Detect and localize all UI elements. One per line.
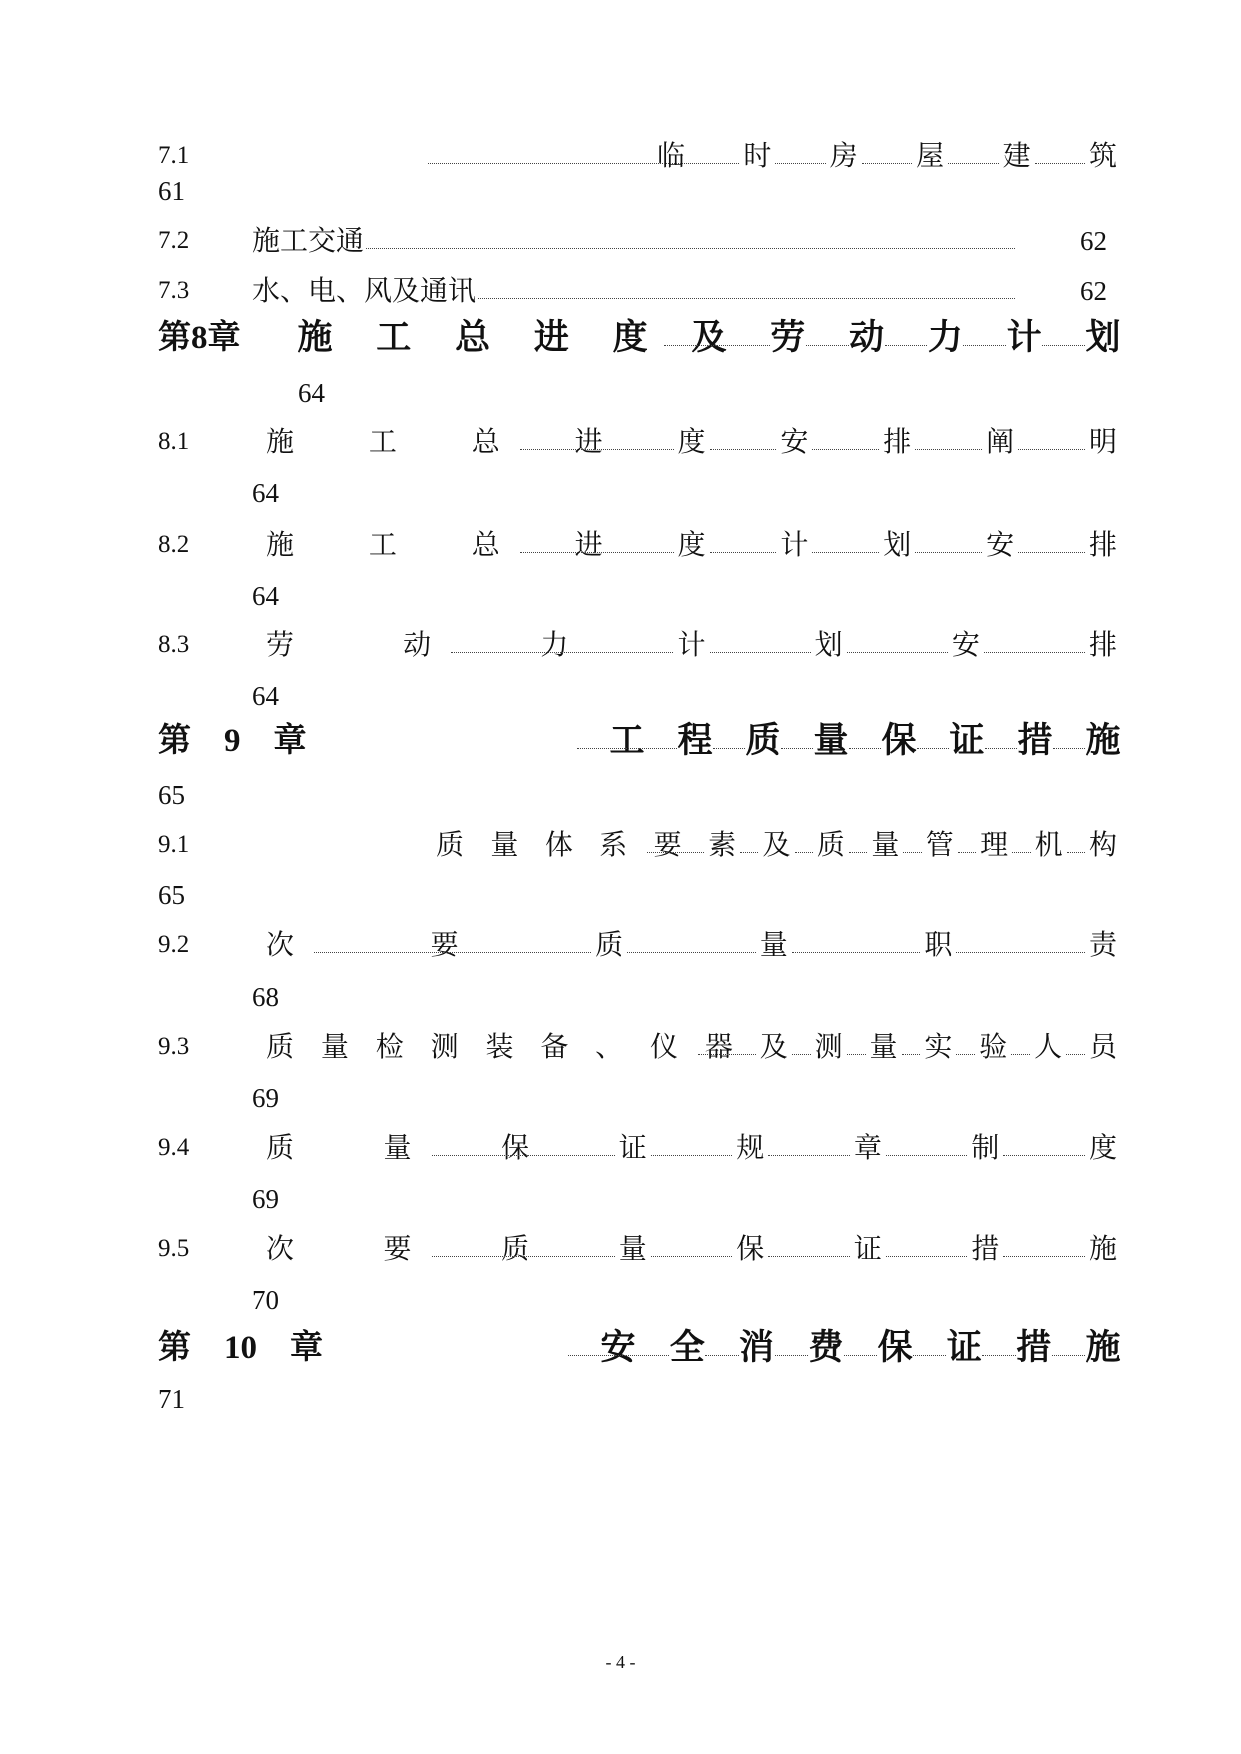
toc-dot-leader — [710, 652, 811, 653]
toc-dot-leader — [1053, 748, 1085, 749]
toc-chapter-line[interactable] — [0, 1323, 1241, 1373]
toc-title-char: 理 — [980, 828, 1009, 861]
toc-title-char: 备 — [540, 1030, 569, 1063]
toc-dot-leader — [1035, 163, 1085, 164]
toc-title-char: 水 — [251, 274, 281, 307]
toc-dot-leader — [915, 552, 982, 553]
toc-dot-leader — [903, 852, 921, 853]
toc-dot-leader — [1066, 1054, 1085, 1055]
toc-title-char: 明 — [1088, 425, 1118, 458]
toc-title-char: 措 — [971, 1232, 1000, 1265]
toc-title-char: 工 — [609, 720, 645, 761]
toc-title-char: 员 — [1088, 1030, 1118, 1063]
toc-section-line[interactable] — [0, 820, 1241, 870]
toc-title-char: 质 — [816, 828, 845, 861]
toc-dot-leader — [1018, 449, 1085, 450]
toc-dot-leader — [713, 748, 745, 749]
toc-title-char: 量 — [869, 1030, 898, 1063]
toc-dot-leader — [768, 1256, 850, 1257]
toc-title-char: 章 — [853, 1131, 882, 1164]
toc-title-char: 排 — [1088, 528, 1118, 561]
toc-dot-leader — [956, 1054, 975, 1055]
toc-dot-leader — [847, 652, 948, 653]
toc-dot-leader — [1052, 1355, 1085, 1356]
toc-title-char: 安 — [600, 1327, 636, 1368]
toc-dot-leader — [740, 852, 758, 853]
toc-title-char: 交 — [307, 224, 337, 257]
toc-dot-leader — [886, 1155, 968, 1156]
toc-title-char: 措 — [1017, 720, 1053, 761]
toc-section-line[interactable] — [0, 1123, 1241, 1173]
toc-dot-leader — [451, 652, 673, 653]
toc-title-char: 质 — [595, 928, 624, 961]
toc-title-char: 体 — [544, 828, 573, 861]
toc-dot-leader — [812, 449, 879, 450]
toc-entry-number: 7.3 — [158, 277, 190, 304]
toc-page-number: 62 — [1080, 276, 1107, 306]
toc-section-line[interactable] — [0, 520, 1241, 570]
toc-page-line — [0, 1275, 1241, 1325]
toc-title-char: 度 — [1088, 1131, 1118, 1164]
toc-dot-leader — [768, 1155, 850, 1156]
toc-page-number: 64 — [252, 681, 279, 711]
toc-title-char: 质 — [265, 1030, 295, 1063]
toc-title-char: 排 — [1088, 628, 1118, 661]
toc-title-char: 工 — [279, 224, 309, 257]
toc-dot-leader — [568, 1355, 669, 1356]
toc-title-char: 量 — [320, 1030, 349, 1063]
toc-title-char: 仪 — [650, 1030, 679, 1063]
toc-page-line — [0, 571, 1241, 621]
toc-title-char: 工 — [376, 317, 412, 358]
toc-title-char: 及 — [759, 1030, 788, 1063]
toc-title-char: 量 — [618, 1232, 647, 1265]
toc-title-char: 证 — [949, 720, 985, 761]
toc-dot-leader — [806, 345, 849, 346]
toc-title-char: 进 — [574, 528, 603, 561]
toc-dot-leader — [651, 1256, 733, 1257]
toc-dot-leader — [982, 1355, 1015, 1356]
toc-dot-leader — [847, 1054, 866, 1055]
toc-title-char: 规 — [736, 1131, 765, 1164]
toc-title-char: 安 — [951, 628, 980, 661]
toc-dot-leader — [1003, 1155, 1085, 1156]
toc-title-char: 施 — [251, 224, 281, 257]
toc-title-char: 动 — [849, 317, 885, 358]
toc-title-char: 量 — [813, 720, 849, 761]
toc-title-char: 验 — [979, 1030, 1008, 1063]
toc-title-char: 风 — [363, 274, 393, 307]
toc-title-char: 通 — [335, 224, 365, 257]
toc-dot-leader — [917, 748, 949, 749]
toc-title-char: 安 — [986, 528, 1015, 561]
toc-dot-leader — [812, 552, 879, 553]
toc-entry-number: 9.1 — [158, 831, 190, 858]
toc-page-number: 64 — [252, 581, 279, 611]
toc-title-char: 制 — [971, 1131, 1000, 1164]
toc-title-char: 计 — [780, 528, 809, 561]
toc-dot-leader — [314, 952, 591, 953]
toc-title-char: 电 — [307, 274, 337, 307]
toc-title-char: 费 — [808, 1327, 844, 1368]
toc-title-char: 及 — [762, 828, 791, 861]
toc-title-char: 人 — [1034, 1030, 1063, 1063]
toc-title-char: 临 — [656, 139, 686, 172]
toc-title-char: 质 — [435, 828, 465, 861]
toc-dot-leader — [915, 449, 982, 450]
toc-page-line — [0, 1374, 1241, 1424]
toc-title-char: 划 — [883, 528, 912, 561]
toc-page-number: 64 — [298, 378, 325, 408]
toc-title-char: 动 — [403, 628, 432, 661]
toc-title-char: 管 — [925, 828, 954, 861]
toc-page-number: 61 — [158, 176, 185, 206]
toc-dot-leader — [849, 852, 867, 853]
toc-section-line[interactable] — [0, 920, 1241, 970]
toc-dot-leader — [844, 1355, 877, 1356]
toc-title-char: 劳 — [265, 628, 295, 661]
toc-title-char: 测 — [430, 1030, 459, 1063]
toc-dot-leader — [885, 345, 928, 346]
toc-title-char: 保 — [881, 720, 917, 761]
toc-chapter-line[interactable] — [0, 313, 1241, 363]
toc-entry-number: 9.5 — [158, 1235, 190, 1262]
toc-dot-leader — [913, 1355, 946, 1356]
toc-entry-number: 7.1 — [158, 142, 190, 169]
toc-title-char: 力 — [540, 628, 569, 661]
toc-dot-leader — [647, 852, 704, 853]
toc-dot-leader — [664, 345, 770, 346]
toc-page-line — [0, 468, 1241, 518]
toc-page-number: 69 — [252, 1083, 279, 1113]
toc-title-char: 构 — [1088, 828, 1118, 861]
toc-page-line — [0, 166, 1241, 216]
toc-title-char: 排 — [883, 425, 912, 458]
toc-title-char: 施 — [1088, 1232, 1118, 1265]
toc-title-char: 证 — [946, 1327, 982, 1368]
toc-dot-leader — [984, 652, 1085, 653]
toc-section-line[interactable] — [0, 1022, 1241, 1072]
toc-title-char: 证 — [618, 1131, 647, 1164]
toc-dot-leader — [651, 1155, 733, 1156]
toc-page-line — [0, 368, 1241, 418]
toc-title-char: 质 — [265, 1131, 295, 1164]
toc-entry-number: 9.3 — [158, 1033, 190, 1060]
toc-title-char: 质 — [501, 1232, 530, 1265]
toc-page-number: 64 — [252, 478, 279, 508]
toc-entry-number: 8.1 — [158, 428, 190, 455]
toc-entry-number: 第 10 章 — [158, 1330, 323, 1366]
toc-dot-leader — [1012, 852, 1030, 853]
toc-title-char: 安 — [780, 425, 809, 458]
toc-title-char: 建 — [1002, 139, 1031, 172]
toc-entry-number: 第8章 — [158, 320, 241, 356]
toc-page-line — [0, 1174, 1241, 1224]
toc-title-char: 阐 — [986, 425, 1015, 458]
toc-title-char: 要 — [653, 828, 682, 861]
toc-title-char: 保 — [501, 1131, 530, 1164]
toc-title-char: 施 — [1085, 1327, 1121, 1368]
toc-title-char: 屋 — [916, 139, 945, 172]
toc-title-char: 全 — [669, 1327, 705, 1368]
toc-title-char: 措 — [1016, 1327, 1052, 1368]
toc-title-char: 计 — [1006, 317, 1042, 358]
toc-dot-leader — [432, 1256, 615, 1257]
toc-title-char: 机 — [1034, 828, 1063, 861]
toc-page-number: 71 — [158, 1384, 185, 1414]
toc-title-char: 总 — [471, 425, 500, 458]
toc-title-char: 次 — [265, 928, 295, 961]
toc-dot-leader — [1018, 552, 1085, 553]
toc-title-char: 及 — [691, 317, 727, 358]
toc-section-line[interactable] — [0, 417, 1241, 467]
toc-title-char: 度 — [677, 528, 706, 561]
toc-title-char: 施 — [265, 528, 295, 561]
toc-title-char: 消 — [739, 1327, 775, 1368]
toc-title-char: 职 — [924, 928, 953, 961]
toc-title-char: 保 — [736, 1232, 765, 1265]
toc-title-char: 装 — [485, 1030, 514, 1063]
toc-title-char: 实 — [924, 1030, 953, 1063]
toc-dot-leader — [781, 748, 813, 749]
toc-dot-leader — [710, 449, 777, 450]
toc-section-line[interactable] — [0, 1224, 1241, 1274]
toc-entry-number: 第 9 章 — [158, 723, 307, 759]
toc-title-char: 讯 — [447, 274, 477, 307]
toc-title-char: 度 — [612, 317, 648, 358]
toc-title-char: 责 — [1088, 928, 1118, 961]
toc-title-char: 保 — [877, 1327, 913, 1368]
toc-dot-leader — [795, 852, 813, 853]
toc-page-line — [0, 972, 1241, 1022]
toc-page-number: 65 — [158, 780, 185, 810]
toc-title-char: 证 — [853, 1232, 882, 1265]
toc-dot-leader — [792, 952, 921, 953]
toc-title-char: 、 — [335, 274, 365, 307]
toc-section-line[interactable] — [0, 266, 1241, 316]
toc-title-char: 量 — [383, 1131, 412, 1164]
toc-dot-leader — [577, 748, 677, 749]
toc-dot-leader — [775, 1355, 808, 1356]
toc-dot-leader — [1011, 1054, 1030, 1055]
toc-title-char: 程 — [677, 720, 713, 761]
toc-dot-leader — [698, 1054, 756, 1055]
toc-dot-leader — [956, 952, 1085, 953]
toc-dot-leader — [849, 748, 881, 749]
toc-title-char: 、 — [595, 1030, 624, 1063]
toc-title-char: 划 — [814, 628, 843, 661]
toc-title-char: 施 — [265, 425, 295, 458]
toc-title-char: 总 — [471, 528, 500, 561]
toc-dot-leader — [862, 163, 912, 164]
toc-title-char: 进 — [533, 317, 569, 358]
toc-dot-leader — [520, 552, 674, 553]
toc-dot-leader — [627, 952, 756, 953]
toc-title-char: 及 — [391, 274, 421, 307]
toc-title-char: 度 — [677, 425, 706, 458]
toc-title-char: 施 — [1085, 720, 1121, 761]
toc-dot-leader — [792, 1054, 811, 1055]
toc-dot-leader — [432, 1155, 615, 1156]
toc-title-char: 测 — [814, 1030, 843, 1063]
toc-title-char: 房 — [829, 139, 858, 172]
toc-title-char: 力 — [927, 317, 963, 358]
toc-title-char: 要 — [383, 1232, 412, 1265]
toc-page-number: 70 — [252, 1285, 279, 1315]
toc-dot-leader — [1003, 1256, 1085, 1257]
toc-chapter-line[interactable] — [0, 716, 1241, 766]
toc-title-char: 次 — [265, 1232, 295, 1265]
toc-dot-leader — [958, 852, 976, 853]
toc-section-line[interactable] — [0, 216, 1241, 266]
toc-page-number: 62 — [1080, 226, 1107, 256]
toc-title-char: 总 — [455, 317, 491, 358]
toc-title-char: 器 — [704, 1030, 733, 1063]
toc-title-char: 工 — [368, 528, 397, 561]
toc-entry-number: 8.3 — [158, 631, 190, 658]
toc-page-line — [0, 770, 1241, 820]
toc-dot-leader — [1067, 852, 1085, 853]
toc-dot-leader — [366, 248, 1015, 249]
toc-dot-leader — [775, 163, 825, 164]
toc-title-char: 劳 — [770, 317, 806, 358]
toc-dot-leader — [886, 1256, 968, 1257]
toc-title-char: 施 — [297, 317, 333, 358]
toc-dot-leader — [902, 1054, 921, 1055]
toc-entry-number: 8.2 — [158, 531, 190, 558]
toc-title-char: 量 — [490, 828, 519, 861]
toc-dot-leader — [478, 298, 1015, 299]
toc-entry-number: 9.4 — [158, 1134, 190, 1161]
toc-dot-leader — [1042, 345, 1085, 346]
toc-title-char: 检 — [375, 1030, 404, 1063]
toc-dot-leader — [705, 1355, 738, 1356]
page-footer-number: - 4 - — [605, 1652, 636, 1672]
toc-section-line[interactable] — [0, 620, 1241, 670]
toc-dot-leader — [963, 345, 1006, 346]
toc-dot-leader — [985, 748, 1017, 749]
toc-entry-number: 9.2 — [158, 931, 190, 958]
toc-title-char: 质 — [745, 720, 781, 761]
toc-title-char: 时 — [743, 139, 772, 172]
toc-title-char: 工 — [368, 425, 397, 458]
toc-dot-leader — [710, 552, 777, 553]
toc-entry-number: 7.2 — [158, 227, 190, 254]
toc-dot-leader — [948, 163, 998, 164]
toc-title-char: 要 — [430, 928, 459, 961]
toc-dot-leader — [428, 163, 739, 164]
toc-title-char: 量 — [759, 928, 788, 961]
toc-title-char: 通 — [419, 274, 449, 307]
toc-page-line — [0, 671, 1241, 721]
toc-page-number: 68 — [252, 982, 279, 1012]
toc-page-number: 69 — [252, 1184, 279, 1214]
toc-title-char: 系 — [599, 828, 628, 861]
toc-title-char: 筑 — [1088, 139, 1118, 172]
toc-title-char: 进 — [574, 425, 603, 458]
toc-title-char: 量 — [871, 828, 900, 861]
toc-page-line — [0, 1073, 1241, 1123]
toc-title-char: 划 — [1085, 317, 1121, 358]
toc-title-char: 素 — [708, 828, 737, 861]
toc-title-char: 计 — [677, 628, 706, 661]
toc-page-number: 65 — [158, 880, 185, 910]
toc-dot-leader — [520, 449, 674, 450]
toc-title-char: 、 — [279, 274, 309, 307]
toc-page-line — [0, 870, 1241, 920]
